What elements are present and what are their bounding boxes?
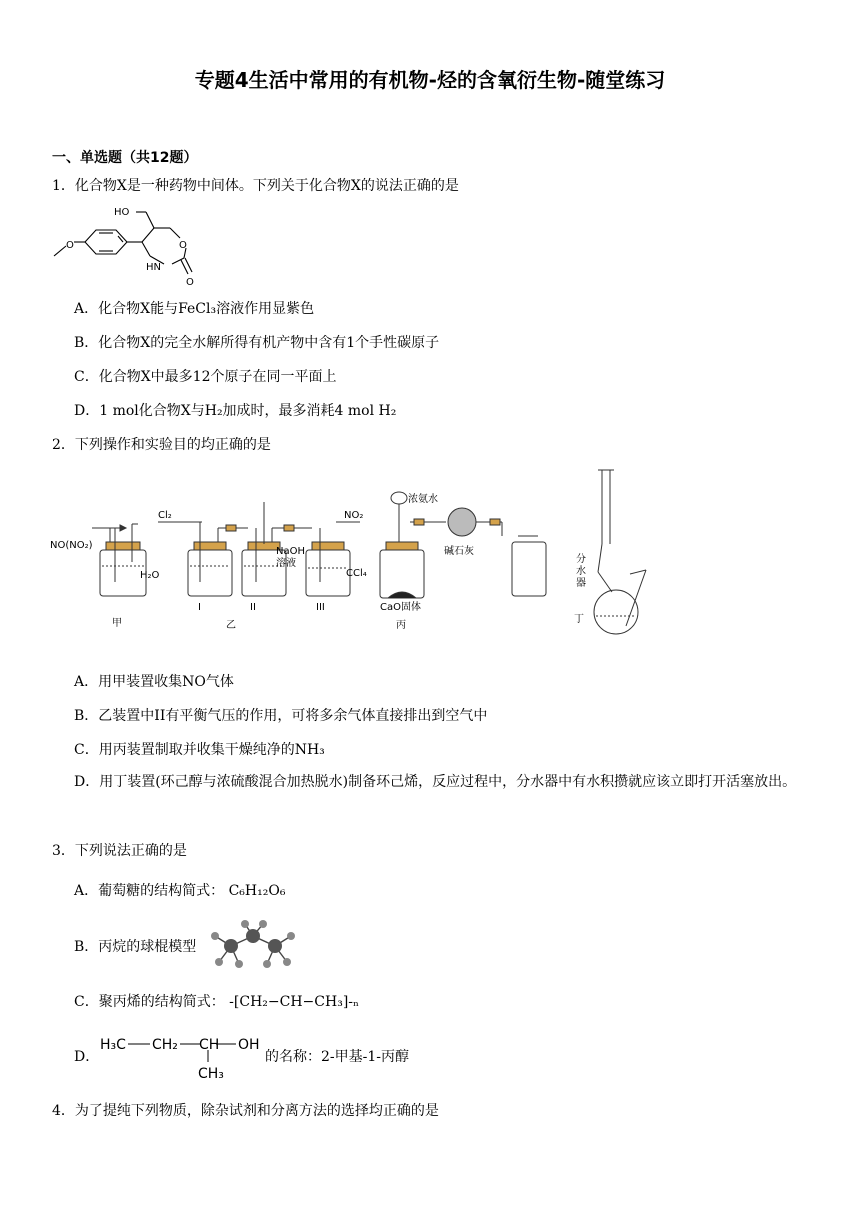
bing-ammonia-label: 浓氨水 — [408, 494, 438, 505]
carbonyl-o-label: O — [186, 277, 194, 288]
jia-label: 甲 — [112, 618, 122, 629]
bing-cao-label: CaO固体 — [380, 602, 421, 613]
hydroxyl-label: HO — [114, 207, 130, 218]
ch2-label: CH₂ — [152, 1037, 178, 1053]
question-2-stem: 2．下列操作和实验目的均正确的是 — [52, 437, 271, 453]
question-3-option-a[interactable] — [74, 880, 285, 900]
question-3-option-c-text: C．聚丙烯的结构简式： — [74, 994, 225, 1010]
yi-iii-label: III — [316, 602, 325, 613]
yi-cl2-label: Cl₂ — [158, 510, 172, 521]
question-1-option-d[interactable]: D．1 mol化合物X与H₂加成时，最多消耗4 mol H₂ — [74, 403, 397, 419]
question-3-option-a-text: A．葡萄糖的结构简式： — [74, 883, 225, 899]
ch3-label: CH₃ — [198, 1066, 224, 1082]
jia-gas-label: NO(NO₂) — [50, 540, 93, 551]
bing-lime-label: 碱石灰 — [444, 546, 474, 557]
polypropylene-formula: -[CH₂−CH−CH₃]-ₙ — [229, 994, 360, 1010]
h3c-label: H₃C — [100, 1037, 126, 1053]
question-2-option-a[interactable]: A．用甲装置收集NO气体 — [74, 674, 234, 690]
ch-label: CH — [199, 1037, 220, 1053]
oh-label: OH — [238, 1037, 260, 1053]
question-1-stem: 1．化合物X是一种药物中间体。下列关于化合物X的说法正确的是 — [52, 178, 459, 194]
section-heading: 一、单选题（共12题） — [52, 150, 198, 166]
yi-ii-label: II — [250, 602, 256, 613]
yi-naoh-label: NaOH — [276, 546, 305, 557]
question-2-option-d[interactable]: D．用丁装置(环己醇与浓硫酸混合加热脱水)制备环己烯，反应过程中，分水器中有水积攒就应该立即打开活塞放出。 — [74, 774, 797, 790]
question-3-option-d[interactable] — [74, 1046, 99, 1066]
ding-separator-label-1: 分 — [576, 554, 586, 565]
question-2-option-b[interactable]: B．乙装置中II有平衡气压的作用，可将多余气体直接排出到空气中 — [74, 708, 488, 724]
page-title: 专题4生活中常用的有机物-烃的含氧衍生物-随堂练习 — [194, 68, 666, 92]
ding-separator-label-3: 器 — [576, 578, 586, 589]
question-1-option-b[interactable]: B．化合物X的完全水解所得有机产物中含有1个手性碳原子 — [74, 335, 440, 351]
question-4-stem: 4．为了提纯下列物质，除杂试剂和分离方法的选择均正确的是 — [52, 1103, 439, 1119]
question-3-stem: 3．下列说法正确的是 — [52, 843, 187, 859]
propane-ball-stick-model — [205, 920, 301, 974]
nh-label: HN — [146, 262, 161, 273]
alcohol-structure — [98, 1030, 266, 1084]
question-1-option-c[interactable]: C．化合物X中最多12个原子在同一平面上 — [74, 369, 337, 385]
question-3-option-d-prefix: D． — [74, 1049, 100, 1065]
glucose-formula: C₆H₁₂O₆ — [228, 883, 286, 899]
question-3-option-b[interactable]: B．丙烷的球棍模型 — [74, 939, 197, 955]
question-3-option-c[interactable] — [74, 991, 359, 1011]
yi-i-label: I — [198, 602, 201, 613]
jia-liquid-label: H₂O — [140, 570, 160, 581]
apparatus-figure — [50, 462, 670, 652]
methoxy-o-label: O — [66, 240, 74, 251]
question-3-option-d-name: 的名称：2-甲基-1-丙醇 — [265, 1049, 410, 1065]
yi-rongye-label: 溶液 — [276, 558, 296, 569]
bing-label: 丙 — [396, 620, 406, 631]
compound-x-structure — [50, 198, 210, 290]
ding-separator-label-2: 水 — [576, 566, 586, 577]
yi-label: 乙 — [226, 620, 236, 631]
question-2-option-c[interactable]: C．用丙装置制取并收集干燥纯净的NH₃ — [74, 742, 325, 758]
ring-o-label: O — [179, 240, 187, 251]
yi-ccl4-label: CCl₄ — [346, 568, 367, 579]
yi-no2-label: NO₂ — [344, 510, 364, 521]
ding-label: 丁 — [574, 614, 584, 625]
question-1-option-a[interactable]: A．化合物X能与FeCl₃溶液作用显紫色 — [74, 301, 315, 317]
